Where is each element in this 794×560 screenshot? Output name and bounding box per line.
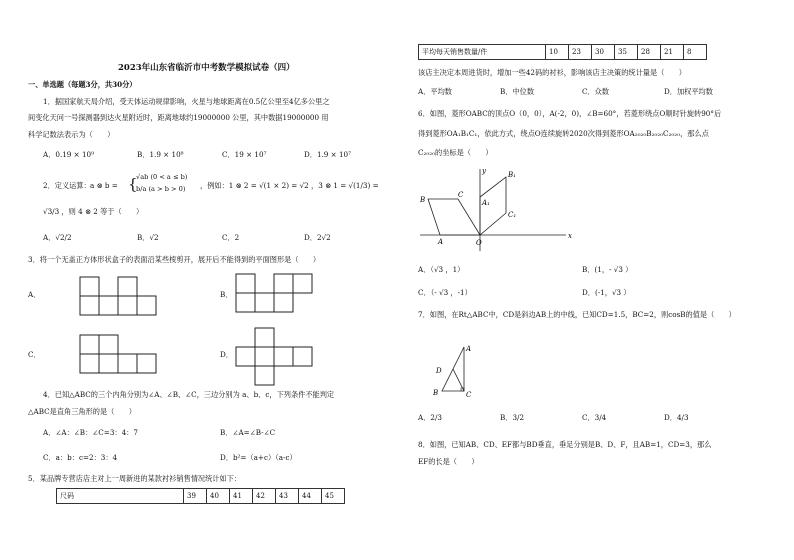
label-a1: A₁ [482, 199, 490, 207]
table-cell: 30 [592, 45, 615, 60]
q1-option-b[interactable]: B．1.9 × 10⁸ [137, 150, 184, 159]
q5-line1: 5．某品牌专营店店主对上一周新进的某款衬衫销售情况统计如下： [28, 474, 242, 483]
table-row [419, 45, 707, 60]
q3-option-b[interactable]: B． [220, 290, 233, 299]
label-o: O [476, 239, 482, 247]
q1-line2: 间变化天问一号探测器到达火星附近时，距离地球约19000000 公里，其中数据19000000 用 [28, 113, 329, 122]
q4-option-d[interactable]: D．b²=（a+c）（a-c） [220, 453, 297, 462]
label-b: B [433, 389, 439, 397]
q2-case2: b/a (a > b > 0) [136, 185, 186, 193]
section-heading: 一、单选题（每题3分，共30分） [28, 80, 137, 89]
q4-option-c[interactable]: C．a：b：c=2：3：4 [43, 453, 118, 462]
table-cell: 43 [276, 489, 299, 504]
q7-line1: 7．如图，在Rt△ABC中，CD是斜边AB上的中线，已知CD=1.5，BC=2，则cosB的值是（ ） [418, 310, 736, 319]
rhombus-oabc [428, 199, 480, 235]
table-row [57, 489, 345, 504]
table-cell: 45 [322, 489, 345, 504]
q3-option-c[interactable]: C． [28, 350, 41, 359]
q3-option-d[interactable]: D． [220, 350, 233, 359]
net-a [80, 277, 156, 315]
table-cell: 21 [661, 45, 684, 60]
table-cell: 23 [569, 45, 592, 60]
table-cell: 尺码 [57, 489, 184, 504]
q5-option-d[interactable]: D．加权平均数 [664, 87, 713, 96]
q6-option-b[interactable]: B．(1，- √3 ） [582, 265, 633, 274]
size-table [56, 488, 345, 504]
q5-option-c[interactable]: C．众数 [582, 87, 610, 96]
q1-option-a[interactable]: A．0.19 × 10⁹ [43, 150, 95, 159]
q4-option-a[interactable]: A．∠A：∠B：∠C=3：4：7 [43, 428, 138, 437]
label-c: C [458, 191, 464, 199]
q5-line2: 该店主决定本周进货时，增加一些42码的衬衫，影响该店主决策的统计量是（ ） [418, 68, 686, 77]
q6-line3: C₂₀₂₀的坐标是（ ） [418, 148, 493, 157]
q8-line2: EF的长是（ ） [418, 457, 479, 466]
q4-option-b[interactable]: B．∠A=∠B-∠C [220, 428, 276, 437]
q4-line2: △ABC是直角三角形的是（ ） [28, 407, 136, 416]
net-c [80, 335, 156, 373]
table-cell: 41 [230, 489, 253, 504]
q1-line1: 1．据国家航天局介绍，受天体运动规律影响，火星与地球距离在0.5亿公里至4亿多公里之 [43, 97, 330, 106]
q2-example: ，例如：1 ⊗ 2 = √(1 × 2) = √2 ，3 ⊗ 1 = √(1/3) = [200, 181, 379, 190]
label-a: A [438, 238, 444, 246]
table-cell: 28 [638, 45, 661, 60]
q2-option-b[interactable]: B．√2 [137, 233, 159, 242]
q1-option-c[interactable]: C．19 × 10⁷ [222, 150, 267, 159]
q7-option-b[interactable]: B．3/2 [500, 413, 525, 422]
q2-option-c[interactable]: C．2 [222, 233, 240, 242]
q7-option-d[interactable]: D．4/3 [664, 413, 689, 422]
table-cell: 40 [207, 489, 230, 504]
net-b [236, 274, 312, 312]
label-a: A [466, 345, 472, 353]
q7-option-c[interactable]: C．3/4 [582, 413, 607, 422]
table-cell: 35 [615, 45, 638, 60]
q2-option-d[interactable]: D．2√2 [304, 233, 331, 242]
exam-title: 2023年山东省临沂市中考数学模拟试卷（四） [118, 63, 295, 73]
q3-line1: 3．将一个无盖正方体形状盒子的表面沿某些棱剪开，展开后不能得到的平面图形是（ ） [28, 255, 321, 264]
table-cell: 42 [253, 489, 276, 504]
label-d: D [436, 367, 442, 375]
label-b: B [420, 196, 426, 204]
q8-line1: 8．如图，已知AB、CD、EF都与BD垂直，垂足分别是B、D、F，且AB=1，CD=3，那么 [418, 440, 712, 449]
q3-option-a[interactable]: A． [28, 290, 41, 299]
q6-line2: 得到菱形OA₁B₁C₁，依此方式，绕点O连续旋转2020次得到菱形OA₂₀₂₀B₂₀₂₀C₂₀₂₀，那么点 [418, 129, 709, 138]
q6-option-c[interactable]: C．（- √3 ，-1） [418, 288, 472, 297]
q2-option-a[interactable]: A．√2/2 [43, 233, 72, 242]
label-b1: B₁ [508, 171, 516, 179]
q2-line2: √3/3 ，则 4 ⊗ 2 等于（ ） [43, 207, 144, 216]
table-cell: 8 [684, 45, 707, 60]
q2-op-lhs: a ⊗ b = [90, 181, 118, 190]
q6-option-a[interactable]: A．（√3 ，1） [418, 265, 465, 274]
net-d [236, 328, 312, 385]
q1-option-d[interactable]: D．1.9 × 10⁷ [304, 150, 351, 159]
table-cell: 44 [299, 489, 322, 504]
sales-table [418, 44, 707, 60]
triangle-figure [432, 339, 482, 399]
q2-case1: √ab (0 < a ≤ b) [136, 173, 188, 181]
rhombus-figure [418, 163, 578, 253]
q1-line3: 科学记数法表示为（ ） [28, 130, 115, 139]
q5-option-b[interactable]: B．中位数 [500, 87, 535, 96]
table-cell: 10 [546, 45, 569, 60]
brace-icon: { [128, 175, 138, 193]
q6-line1: 6．如图，菱形OABC的顶点O（0，0），A(-2，0)，∠B=60°，若菱形绕点O顺时针旋转90°后 [418, 109, 722, 118]
label-c: C [466, 391, 472, 399]
label-y: y [482, 167, 486, 175]
q2-intro: 2．定义运算： [43, 181, 91, 190]
q6-option-d[interactable]: D．(-1，√3 ） [582, 288, 631, 297]
table-cell: 平均每天销售数量/件 [419, 45, 546, 60]
label-x: x [568, 232, 572, 240]
q7-option-a[interactable]: A．2/3 [418, 413, 442, 422]
q5-option-a[interactable]: A．平均数 [418, 87, 452, 96]
q4-line1: 4．已知△ABC的三个内角分别为∠A、∠B、∠C，三边分别为 a、b、c，下列条件不能判定 [43, 390, 335, 399]
table-cell: 39 [184, 489, 207, 504]
label-c1: C₁ [508, 211, 517, 219]
